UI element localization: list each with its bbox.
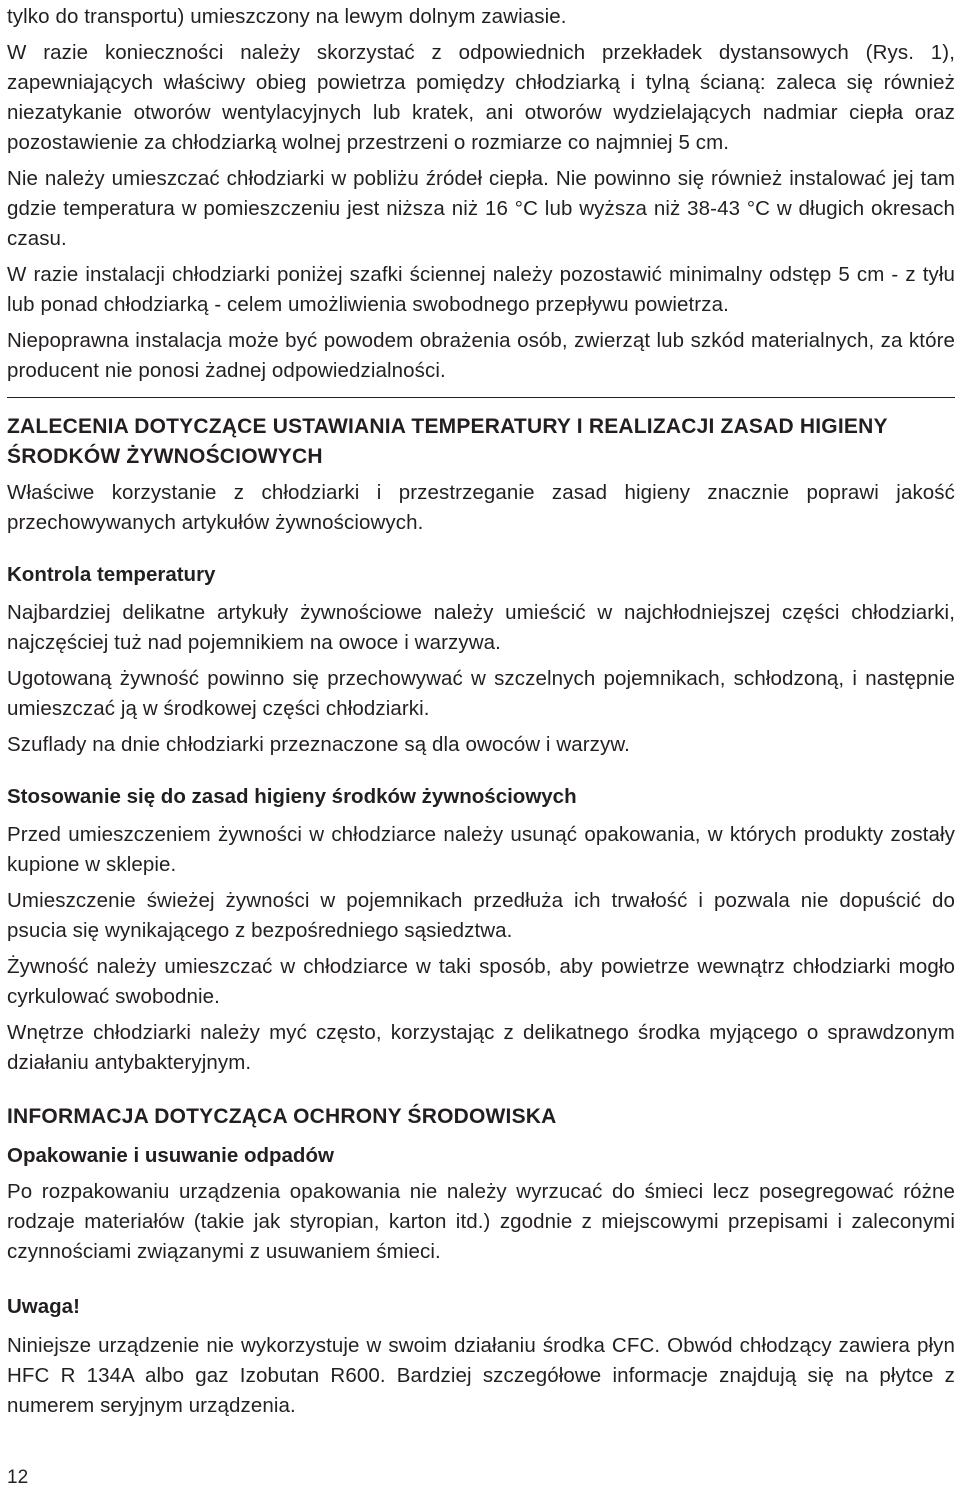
- paragraph-liability: Niepoprawna instalacja może być powodem obrażenia osób, zwierząt lub szkód materialnych, za które producent nie ponosi żadnej odpowiedzialności.: [7, 329, 955, 382]
- subheading-packaging-disposal: Opakowanie i usuwanie odpadów: [7, 1144, 334, 1167]
- paragraph-remove-packaging: Przed umieszczeniem żywności w chłodziarce należy usunąć opakowania, w których produkty zostały kupione w sklepie.: [7, 823, 955, 876]
- paragraph-fresh-food: Umieszczenie świeżej żywności w pojemnikach przedłuża ich trwałość i pozwala nie dopuścić do psucia się wynikającego z bezpośredniego sąsiedztwa.: [7, 889, 955, 942]
- paragraph-cooked-food: Ugotowaną żywność powinno się przechowywać w szczelnych pojemnikach, schłodzoną, i następnie umieszczać ją w środkowej części chłodziarki.: [7, 667, 955, 720]
- paragraph-intro-hygiene: Właściwe korzystanie z chłodziarki i przestrzeganie zasad higieny znacznie poprawi jakość przechowywanych artykułów żywnościowych.: [7, 481, 955, 534]
- paragraph-wall-cabinet: W razie instalacji chłodziarki poniżej szafki ściennej należy pozostawić minimalny odstęp 5 cm - z tyłu lub ponad chłodziarką - celem umożliwienia swobodnego przepływu powietrza.: [7, 263, 955, 316]
- paragraph-packaging-disposal: Po rozpakowaniu urządzenia opakowania nie należy wyrzucać do śmieci lecz posegregować różne rodzaje materiałów (takie jak styropian, karton itd.) zgodnie z miejscowymi przepisami i zaleconymi czynnościami związanymi z usuwaniem śmieci.: [7, 1180, 955, 1263]
- paragraph-delicate-food: Najbardziej delikatne artykuły żywnościowe należy umieścić w najchłodniejszej części chłodziarki, najczęściej tuż nad pojemnikiem na owoce i warzywa.: [7, 601, 955, 654]
- subheading-food-hygiene: Stosowanie się do zasad higieny środków żywnościowych: [7, 785, 577, 808]
- page-number: 12: [7, 1467, 29, 1488]
- section-heading-environment: INFORMACJA DOTYCZĄCA OCHRONY ŚRODOWISKA: [7, 1105, 557, 1128]
- subheading-warning: Uwaga!: [7, 1295, 80, 1318]
- paragraph-transport: tylko do transportu) umieszczony na lewym dolnym zawiasie.: [7, 5, 567, 28]
- subheading-temperature-control: Kontrola temperatury: [7, 563, 216, 586]
- paragraph-cleaning: Wnętrze chłodziarki należy myć często, korzystając z delikatnego środka myjącego o sprawdzonym działaniu antybakteryjnym.: [7, 1021, 955, 1074]
- paragraph-air-circulation: Żywność należy umieszczać w chłodziarce w taki sposób, aby powietrze wewnątrz chłodziarki mogło cyrkulować swobodnie.: [7, 955, 955, 1008]
- paragraph-heat-sources: Nie należy umieszczać chłodziarki w pobliżu źródeł ciepła. Nie powinno się również instalować jej tam gdzie temperatura w pomieszczeniu jest niższa niż 16 °C lub wyższa niż 38-43 °C w długich okresach czasu.: [7, 167, 955, 250]
- paragraph-spacers: W razie konieczności należy skorzystać z odpowiednich przekładek dystansowych (Rys. 1), zapewniających właściwy obieg powietrza pomiędzy chłodziarką i tylną ścianą: zaleca się również niezatykanie otworów wentylacyjnych lub kratek, ani otworów wydzielających nadmiar ciepła oraz pozostawienie za chłodziarką wolnej przestrzeni o rozmiarze co najmniej 5 cm.: [7, 41, 955, 154]
- paragraph-drawers: Szuflady na dnie chłodziarki przeznaczone są dla owoców i warzyw.: [7, 733, 630, 756]
- paragraph-refrigerant: Niniejsze urządzenie nie wykorzystuje w swoim działaniu środka CFC. Obwód chłodzący zawiera płyn HFC R 134A albo gaz Izobutan R600. Bardziej szczegółowe informacje znajdują się na płytce z numerem seryjnym urządzenia.: [7, 1334, 955, 1417]
- section-divider: [7, 397, 955, 398]
- section-heading-temperature-hygiene: ZALECENIA DOTYCZĄCE USTAWIANIA TEMPERATURY I REALIZACJI ZASAD HIGIENY ŚRODKÓW ŻYWNOŚCIOWYCH: [7, 415, 888, 468]
- document-page: [7, 0, 955, 1421]
